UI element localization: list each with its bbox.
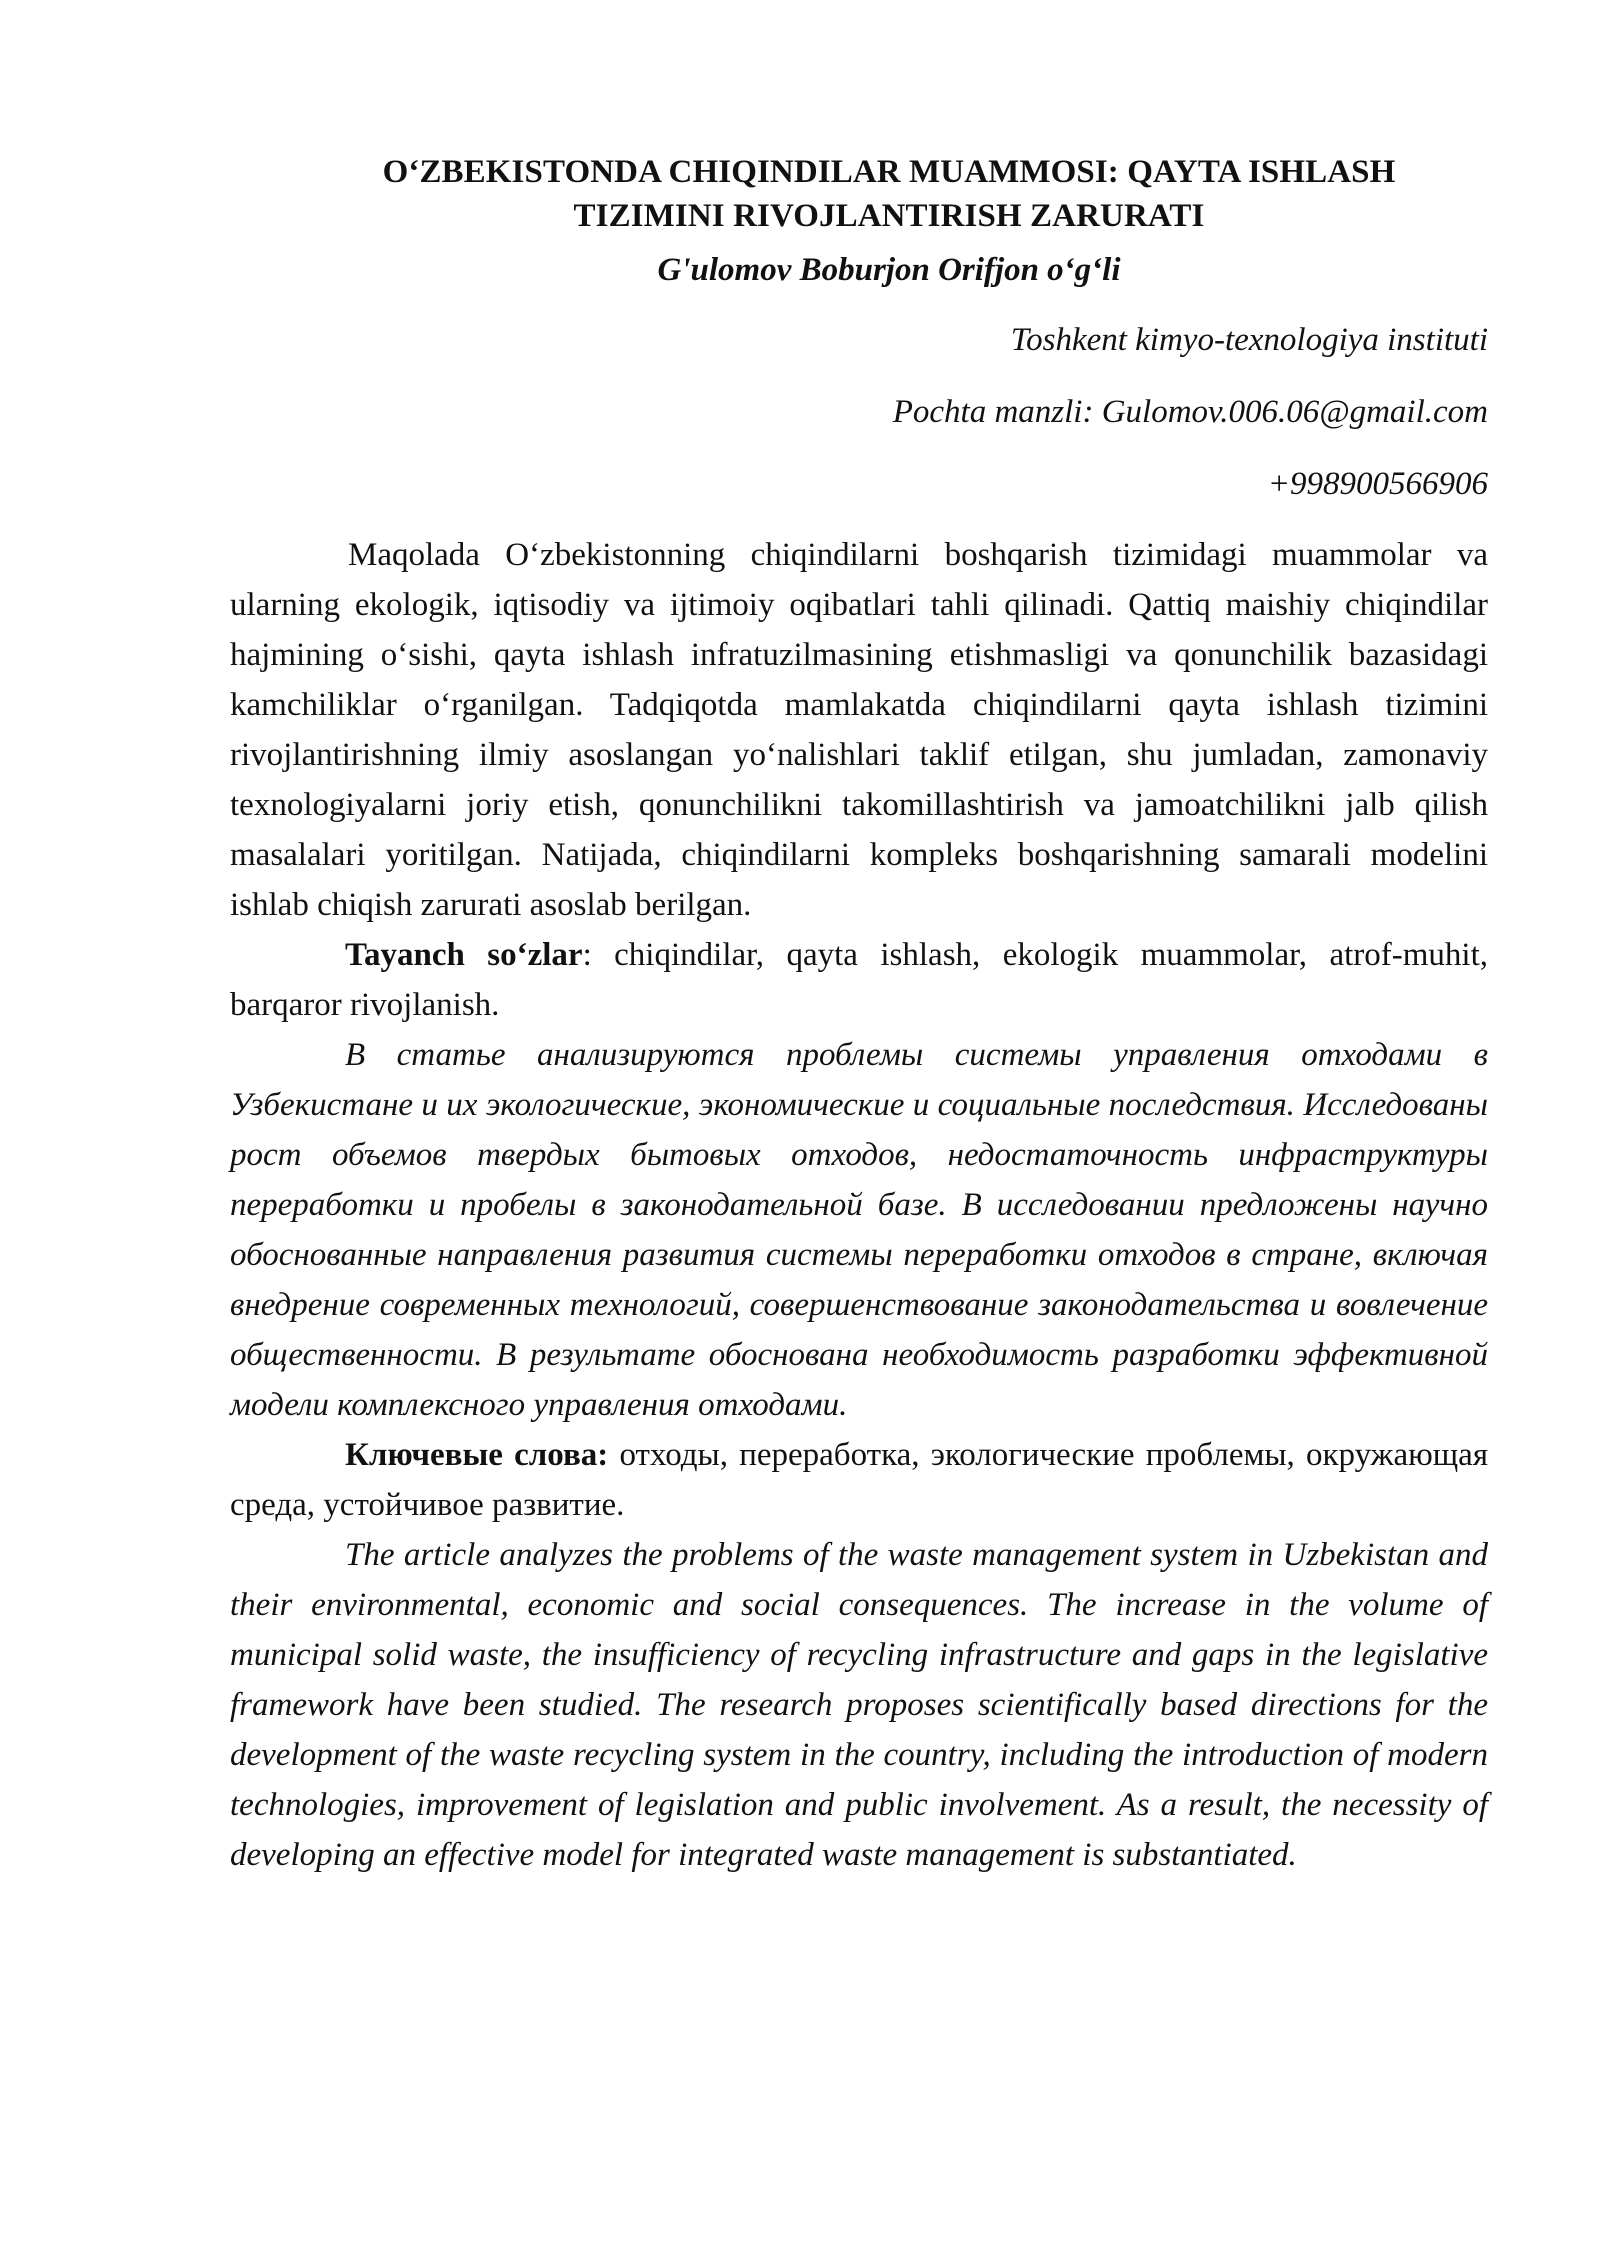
article-title-line-2: TIZIMINI RIVOJLANTIRISH ZARURATI: [573, 198, 1205, 234]
keywords-russian-text: отходы, переработка, экологические проблемы, окружающая среда, устойчивое развитие.: [230, 1437, 1488, 1523]
author-email: Pochta manzli: Gulomov.006.06@gmail.com: [892, 394, 1488, 430]
author-affiliation: Toshkent kimyo-texnologiya instituti: [1010, 322, 1488, 358]
keywords-russian-label: Ключевые слова:: [345, 1437, 609, 1473]
article-body: [230, 150, 1488, 1880]
keywords-uzbek-text: : chiqindilar, qayta ishlash, ekologik muammolar, atrof-muhit, barqaror rivojlanish.: [230, 937, 1488, 1023]
keywords-russian: [230, 1430, 1488, 1530]
abstract-russian: В статье анализируются проблемы системы управления отходами в Узбекистане и их экологические, экономические и социальные последствия. Исследованы рост объемов твердых бытовых отходов, недостаточность инфраструктуры переработки и пробелы в законодательной базе. В исследовании предложены научно обоснованные направления развития системы переработки отходов в стране, включая внедрение современных технологий, совершенствование законодательства и вовлечение общественности. В результате обоснована необходимость разработки эффективной модели комплексного управления отходами.: [230, 1037, 1488, 1423]
article-title: [230, 150, 1488, 238]
author-phone: +998900566906: [1267, 466, 1488, 502]
keywords-uzbek-label: Tayanch so‘zlar: [345, 937, 583, 973]
abstract-english: The article analyzes the problems of the waste management system in Uzbekistan and their environmental, economic and social consequences. The increase in the volume of municipal solid waste, the insufficiency of recycling infrastructure and gaps in the legislative framework have been studied. The research proposes scientifically based directions for the development of the waste recycling system in the country, including the introduction of modern technologies, improvement of legislation and public involvement. As a result, the necessity of developing an effective model for integrated waste management is substantiated.: [230, 1537, 1488, 1873]
article-title-line-1: O‘ZBEKISTONDA CHIQINDILAR MUAMMOSI: QAYTA ISHLASH: [382, 154, 1396, 190]
keywords-uzbek: [230, 930, 1488, 1030]
author-name: G'ulomov Boburjon Orifjon o‘g‘li: [657, 252, 1121, 288]
abstract-uzbek: Maqolada O‘zbekistonning chiqindilarni boshqarish tizimidagi muammolar va ularning ekologik, iqtisodiy va ijtimoiy oqibatlari tahli qilinadi. Qattiq maishiy chiqindilar hajmining o‘sishi, qayta ishlash infratuzilmasining etishmasligi va qonunchilik bazasidagi kamchiliklar o‘rganilgan. Tadqiqotda mamlakatda chiqindilarni qayta ishlash tizimini rivojlantirishning ilmiy asoslangan yo‘nalishlari taklif etilgan, shu jumladan, zamonaviy texnologiyalarni joriy etish, qonunchilikni takomillashtirish va jamoatchilikni jalb qilish masalalari yoritilgan. Natijada, chiqindilarni kompleks boshqarishning samarali modelini ishlab chiqish zarurati asoslab berilgan.: [230, 537, 1488, 923]
